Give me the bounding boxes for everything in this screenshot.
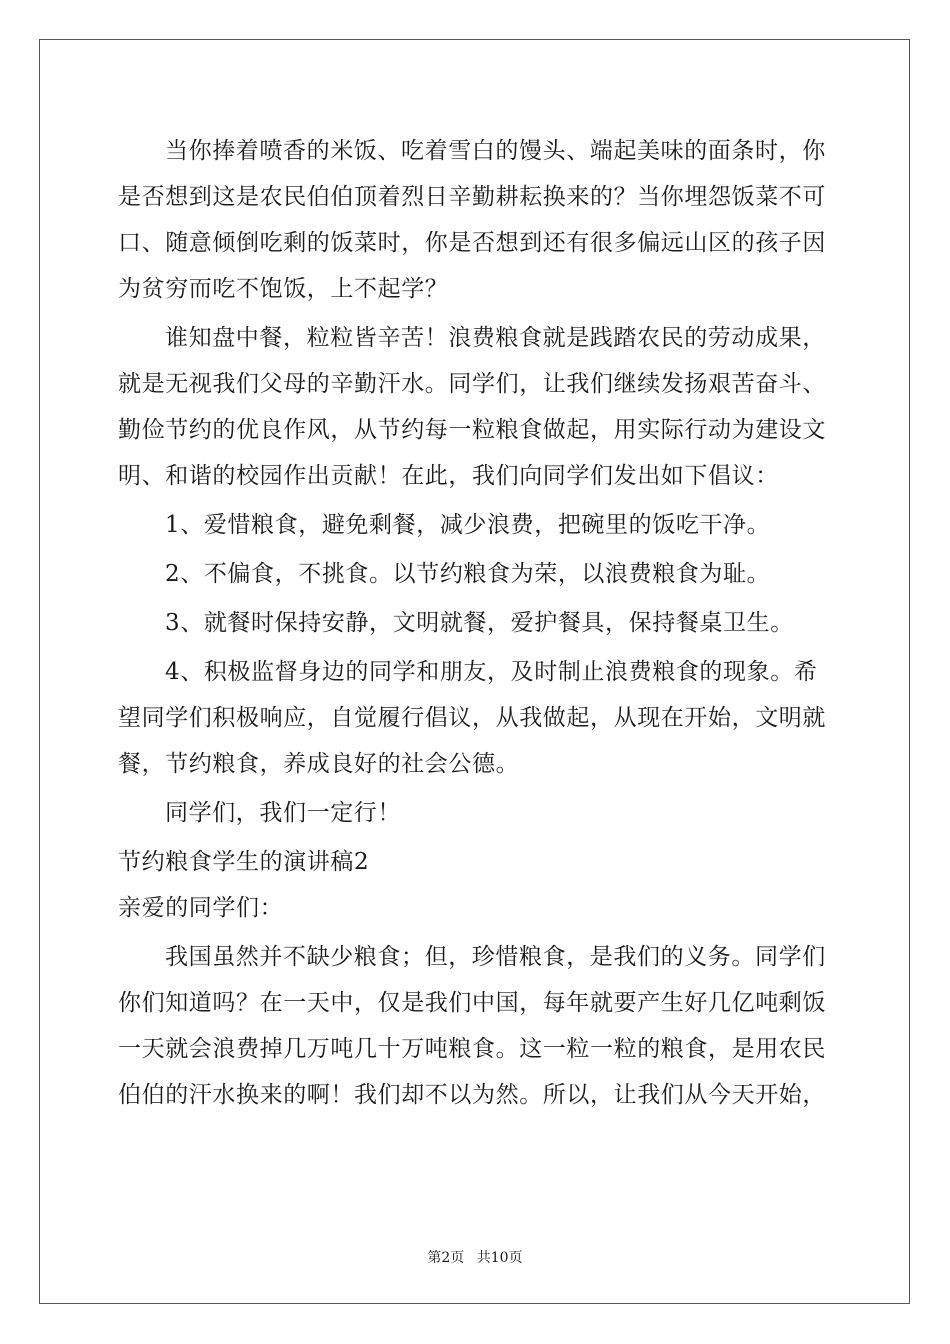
text-line: 勤俭节约的优良作风，从节约每一粒粮食做起，用实际行动为建设文: [118, 417, 826, 443]
page-total: 共10页: [476, 1250, 523, 1266]
text-line: 为贫穷而吃不饱饭，上不起学？: [118, 276, 449, 302]
text-line: 谁知盘中餐，粒粒皆辛苦！浪费粮食就是践踏农民的劳动成果，: [165, 325, 826, 351]
page-footer: [0, 1247, 950, 1267]
salutation: [118, 885, 834, 931]
text-line: 1、爱惜粮食，避免剩餐，减少浪费，把碗里的饭吃干净。: [165, 512, 771, 538]
paragraph-speech: [118, 934, 834, 1118]
text-line: 口、随意倾倒吃剩的饭菜时，你是否想到还有很多偏远山区的孩子因: [118, 230, 826, 256]
paragraph-call: [118, 315, 834, 499]
text-line: 望同学们积极响应，自觉履行倡议，从我做起，从现在开始，文明就: [118, 705, 826, 731]
text-line: 同学们，我们一定行！: [165, 800, 401, 826]
section-heading: [118, 839, 834, 885]
document-body: [118, 128, 834, 1121]
text-line: 明、和谐的校园作出贡献！在此，我们向同学们发出如下倡议：: [118, 463, 779, 489]
text-line: 2、不偏食，不挑食。以节约粮食为荣，以浪费粮食为耻。: [165, 561, 771, 587]
list-item-3: [118, 600, 834, 646]
salutation-text: 亲爱的同学们：: [118, 895, 284, 921]
text-line: 餐，节约粮食，养成良好的社会公德。: [118, 751, 520, 777]
text-line: 我国虽然并不缺少粮食；但，珍惜粮食，是我们的义务。同学们: [165, 944, 826, 970]
text-line: 当你捧着喷香的米饭、吃着雪白的馒头、端起美味的面条时，你: [165, 138, 826, 164]
text-line: 是否想到这是农民伯伯顶着烈日辛勤耕耘换来的？当你埋怨饭菜不可: [118, 184, 826, 210]
paragraph-intro: [118, 128, 834, 312]
text-line: 就是无视我们父母的辛勤汗水。同学们，让我们继续发扬艰苦奋斗、: [118, 371, 826, 397]
paragraph-closing: [118, 790, 834, 836]
text-line: 一天就会浪费掉几万吨几十万吨粮食。这一粒一粒的粮食，是用农民: [118, 1036, 826, 1062]
heading-text: 节约粮食学生的演讲稿2: [118, 849, 370, 875]
list-item-1: [118, 502, 834, 548]
list-item-4: [118, 649, 834, 787]
text-line: 你们知道吗？在一天中，仅是我们中国，每年就要产生好几亿吨剩饭: [118, 990, 826, 1016]
page-number: 第2页: [427, 1250, 465, 1266]
text-line: 3、就餐时保持安静，文明就餐，爱护餐具，保持餐桌卫生。: [165, 610, 794, 636]
text-line: 4、积极监督身边的同学和朋友，及时制止浪费粮食的现象。希: [165, 659, 818, 685]
list-item-2: [118, 551, 834, 597]
text-line: 伯伯的汗水换来的啊！我们却不以为然。所以，让我们从今天开始，: [118, 1082, 826, 1108]
